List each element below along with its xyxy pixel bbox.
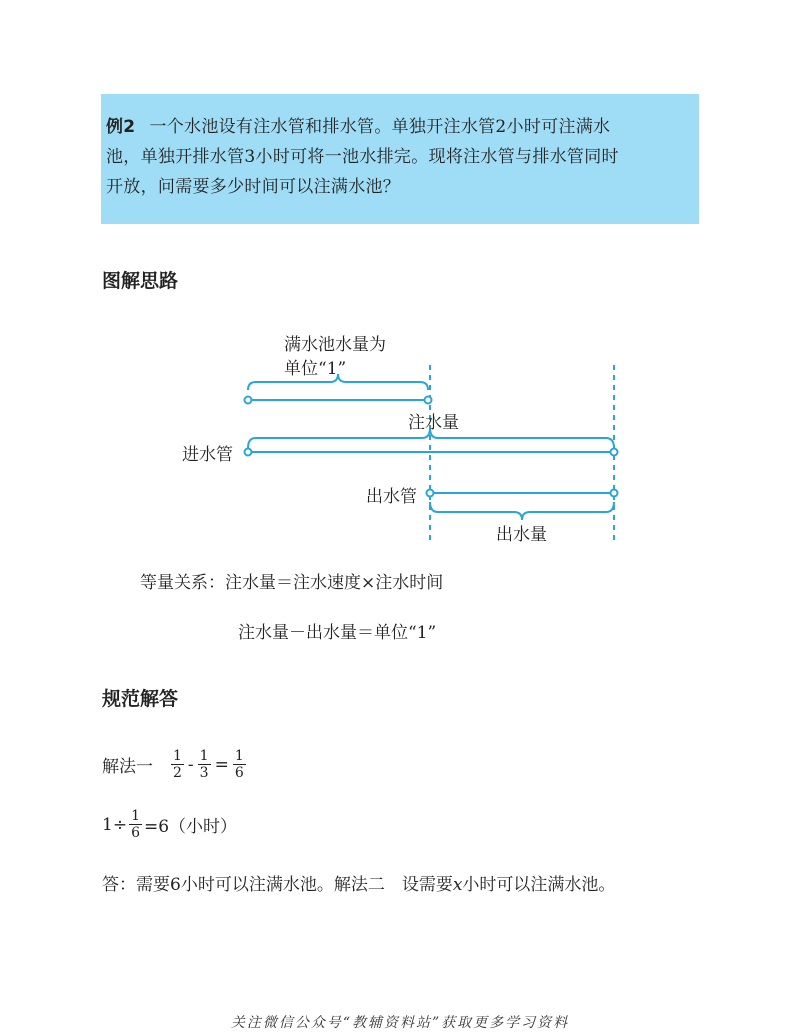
outflow-brace	[430, 502, 614, 520]
minus-sign: -	[187, 754, 194, 775]
relation-prefix: 等量关系：	[140, 573, 225, 593]
method1-calc	[102, 808, 237, 841]
equals-sign: =	[214, 754, 229, 775]
relation-line-1	[140, 568, 443, 593]
label-full-pool-1: 满水池水量为	[284, 335, 386, 355]
calc-prefix: 1÷	[102, 814, 128, 835]
endpoint	[245, 449, 252, 456]
fraction-half: $\frac{1}{2}$	[173, 748, 182, 781]
footer-note: 关注微信公众号“教辅资料站”获取更多学习资料	[230, 1015, 570, 1031]
label-outlet-pipe: 出水管	[366, 487, 417, 507]
endpoint	[427, 490, 434, 497]
problem-line-2: 池，单独开排水管3小时可将一池水排完。现将注水管与排水管同时	[106, 147, 619, 167]
endpoint	[611, 449, 618, 456]
label-inlet-pipe: 进水管	[182, 445, 233, 465]
answer-line	[102, 870, 615, 895]
endpoint	[425, 397, 432, 404]
method1-label: 解法一	[102, 757, 153, 777]
method1-equation	[102, 748, 248, 781]
endpoint	[245, 397, 252, 404]
answer-text: 答：需要6小时可以注满水池。解法二 设需要	[102, 875, 453, 895]
answer-tail: 小时可以注满水池。	[462, 875, 616, 895]
section-title-diagram: 图解思路	[102, 270, 179, 292]
fraction-third: $\frac{1}{3}$	[199, 748, 209, 781]
water-pipe-diagram	[0, 320, 800, 550]
problem-text	[106, 112, 696, 202]
label-full-pool-2: 单位“1”	[284, 359, 347, 379]
calc-result: =6（小时）	[143, 817, 238, 837]
relation-eq-2: 注水量－出水量＝单位“1”	[238, 623, 437, 643]
label-inflow-amount: 注水量	[408, 413, 459, 433]
relation-eq-1: 注水量＝注水速度×注水时间	[225, 573, 444, 593]
endpoint	[611, 490, 618, 497]
answer-variable: x	[452, 875, 463, 895]
problem-line-3: 开放，问需要多少时间可以注满水池？	[106, 177, 401, 197]
problem-label: 例2	[106, 117, 136, 137]
label-outflow-amount: 出水量	[496, 525, 547, 545]
fraction-sixth: $\frac{1}{6}$	[234, 748, 244, 781]
problem-line-1: 一个水池设有注水管和排水管。单独开注水管2小时可注满水	[149, 117, 611, 137]
fraction-sixth-2: $\frac{1}{6}$	[131, 808, 140, 841]
section-title-solution: 规范解答	[102, 688, 179, 710]
